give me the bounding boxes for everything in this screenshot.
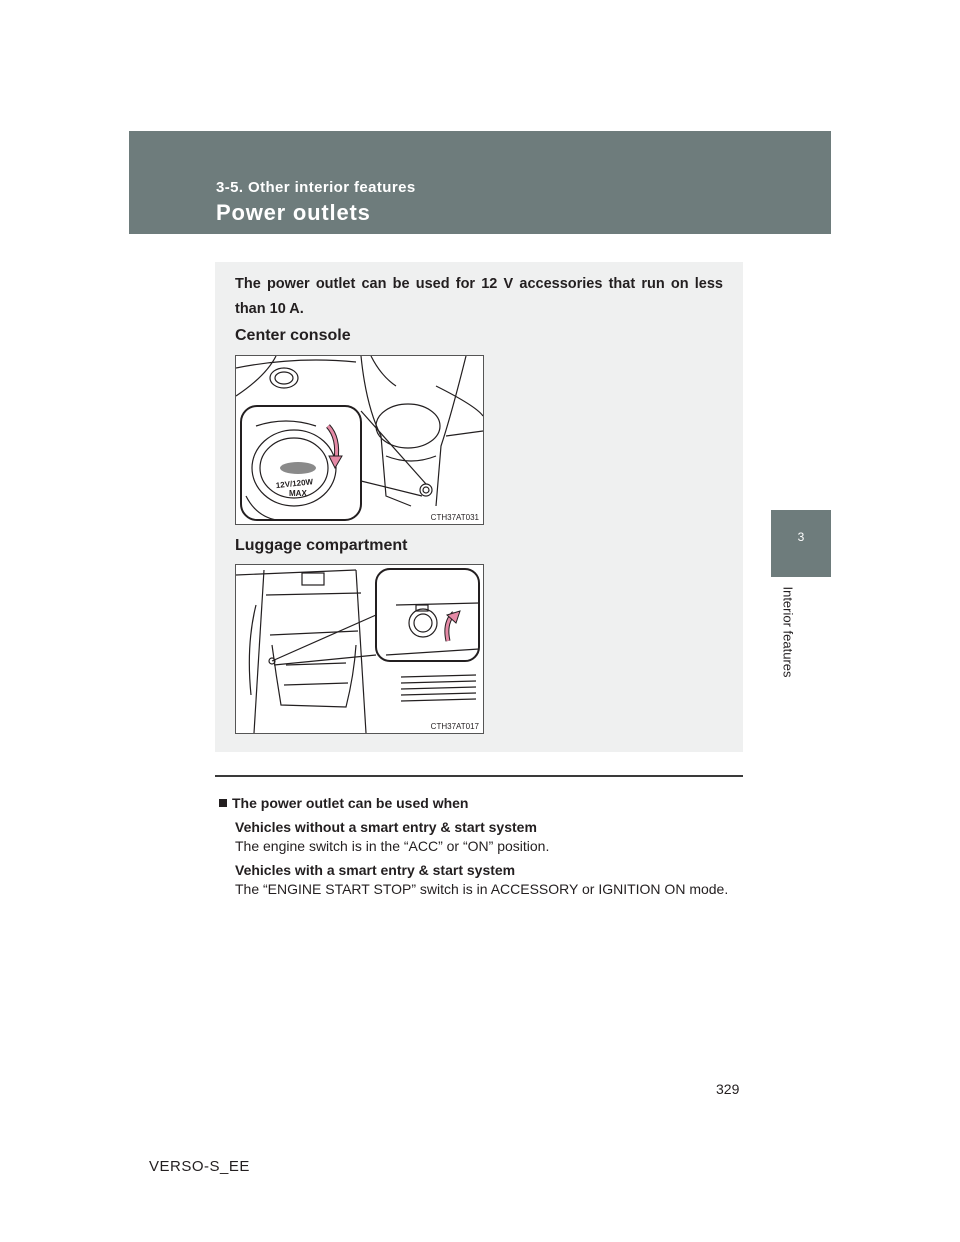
center-console-heading: Center console	[235, 327, 351, 344]
center-console-illustration	[235, 355, 484, 525]
figure-code: CTH37AT017	[430, 722, 479, 731]
page-number: 329	[716, 1081, 740, 1097]
chapter-label: Interior features	[780, 586, 796, 678]
note-title: The power outlet can be used when	[232, 795, 469, 811]
chapter-label-wrap	[776, 577, 800, 687]
luggage-compartment-drawing	[236, 565, 483, 733]
luggage-compartment-illustration	[235, 564, 484, 734]
document-code: VERSO-S_EE	[149, 1158, 250, 1175]
square-bullet-icon	[219, 799, 227, 807]
section-divider	[215, 775, 743, 777]
section-label: 3-5. Other interior features	[216, 179, 416, 196]
outlet-max-label: MAX	[289, 489, 307, 498]
chapter-number: 3	[797, 530, 805, 544]
center-console-drawing	[236, 356, 483, 524]
page-title: Power outlets	[216, 200, 371, 225]
usage-note	[219, 794, 739, 899]
luggage-compartment-heading: Luggage compartment	[235, 537, 408, 554]
note-item-heading: Vehicles with a smart entry & start system	[235, 862, 516, 878]
figure-code: CTH37AT031	[430, 513, 479, 522]
note-item-text: The “ENGINE START STOP” switch is in ACCESSORY or IGNITION ON mode.	[235, 881, 729, 897]
outlet-rating-label: 12V/120W	[275, 477, 314, 491]
intro-text: The power outlet can be used for 12 V accessories that run on less than 10 A.	[235, 276, 723, 317]
note-item-heading: Vehicles without a smart entry & start system	[235, 819, 537, 835]
note-item-text: The engine switch is in the “ACC” or “ON” position.	[235, 838, 550, 854]
